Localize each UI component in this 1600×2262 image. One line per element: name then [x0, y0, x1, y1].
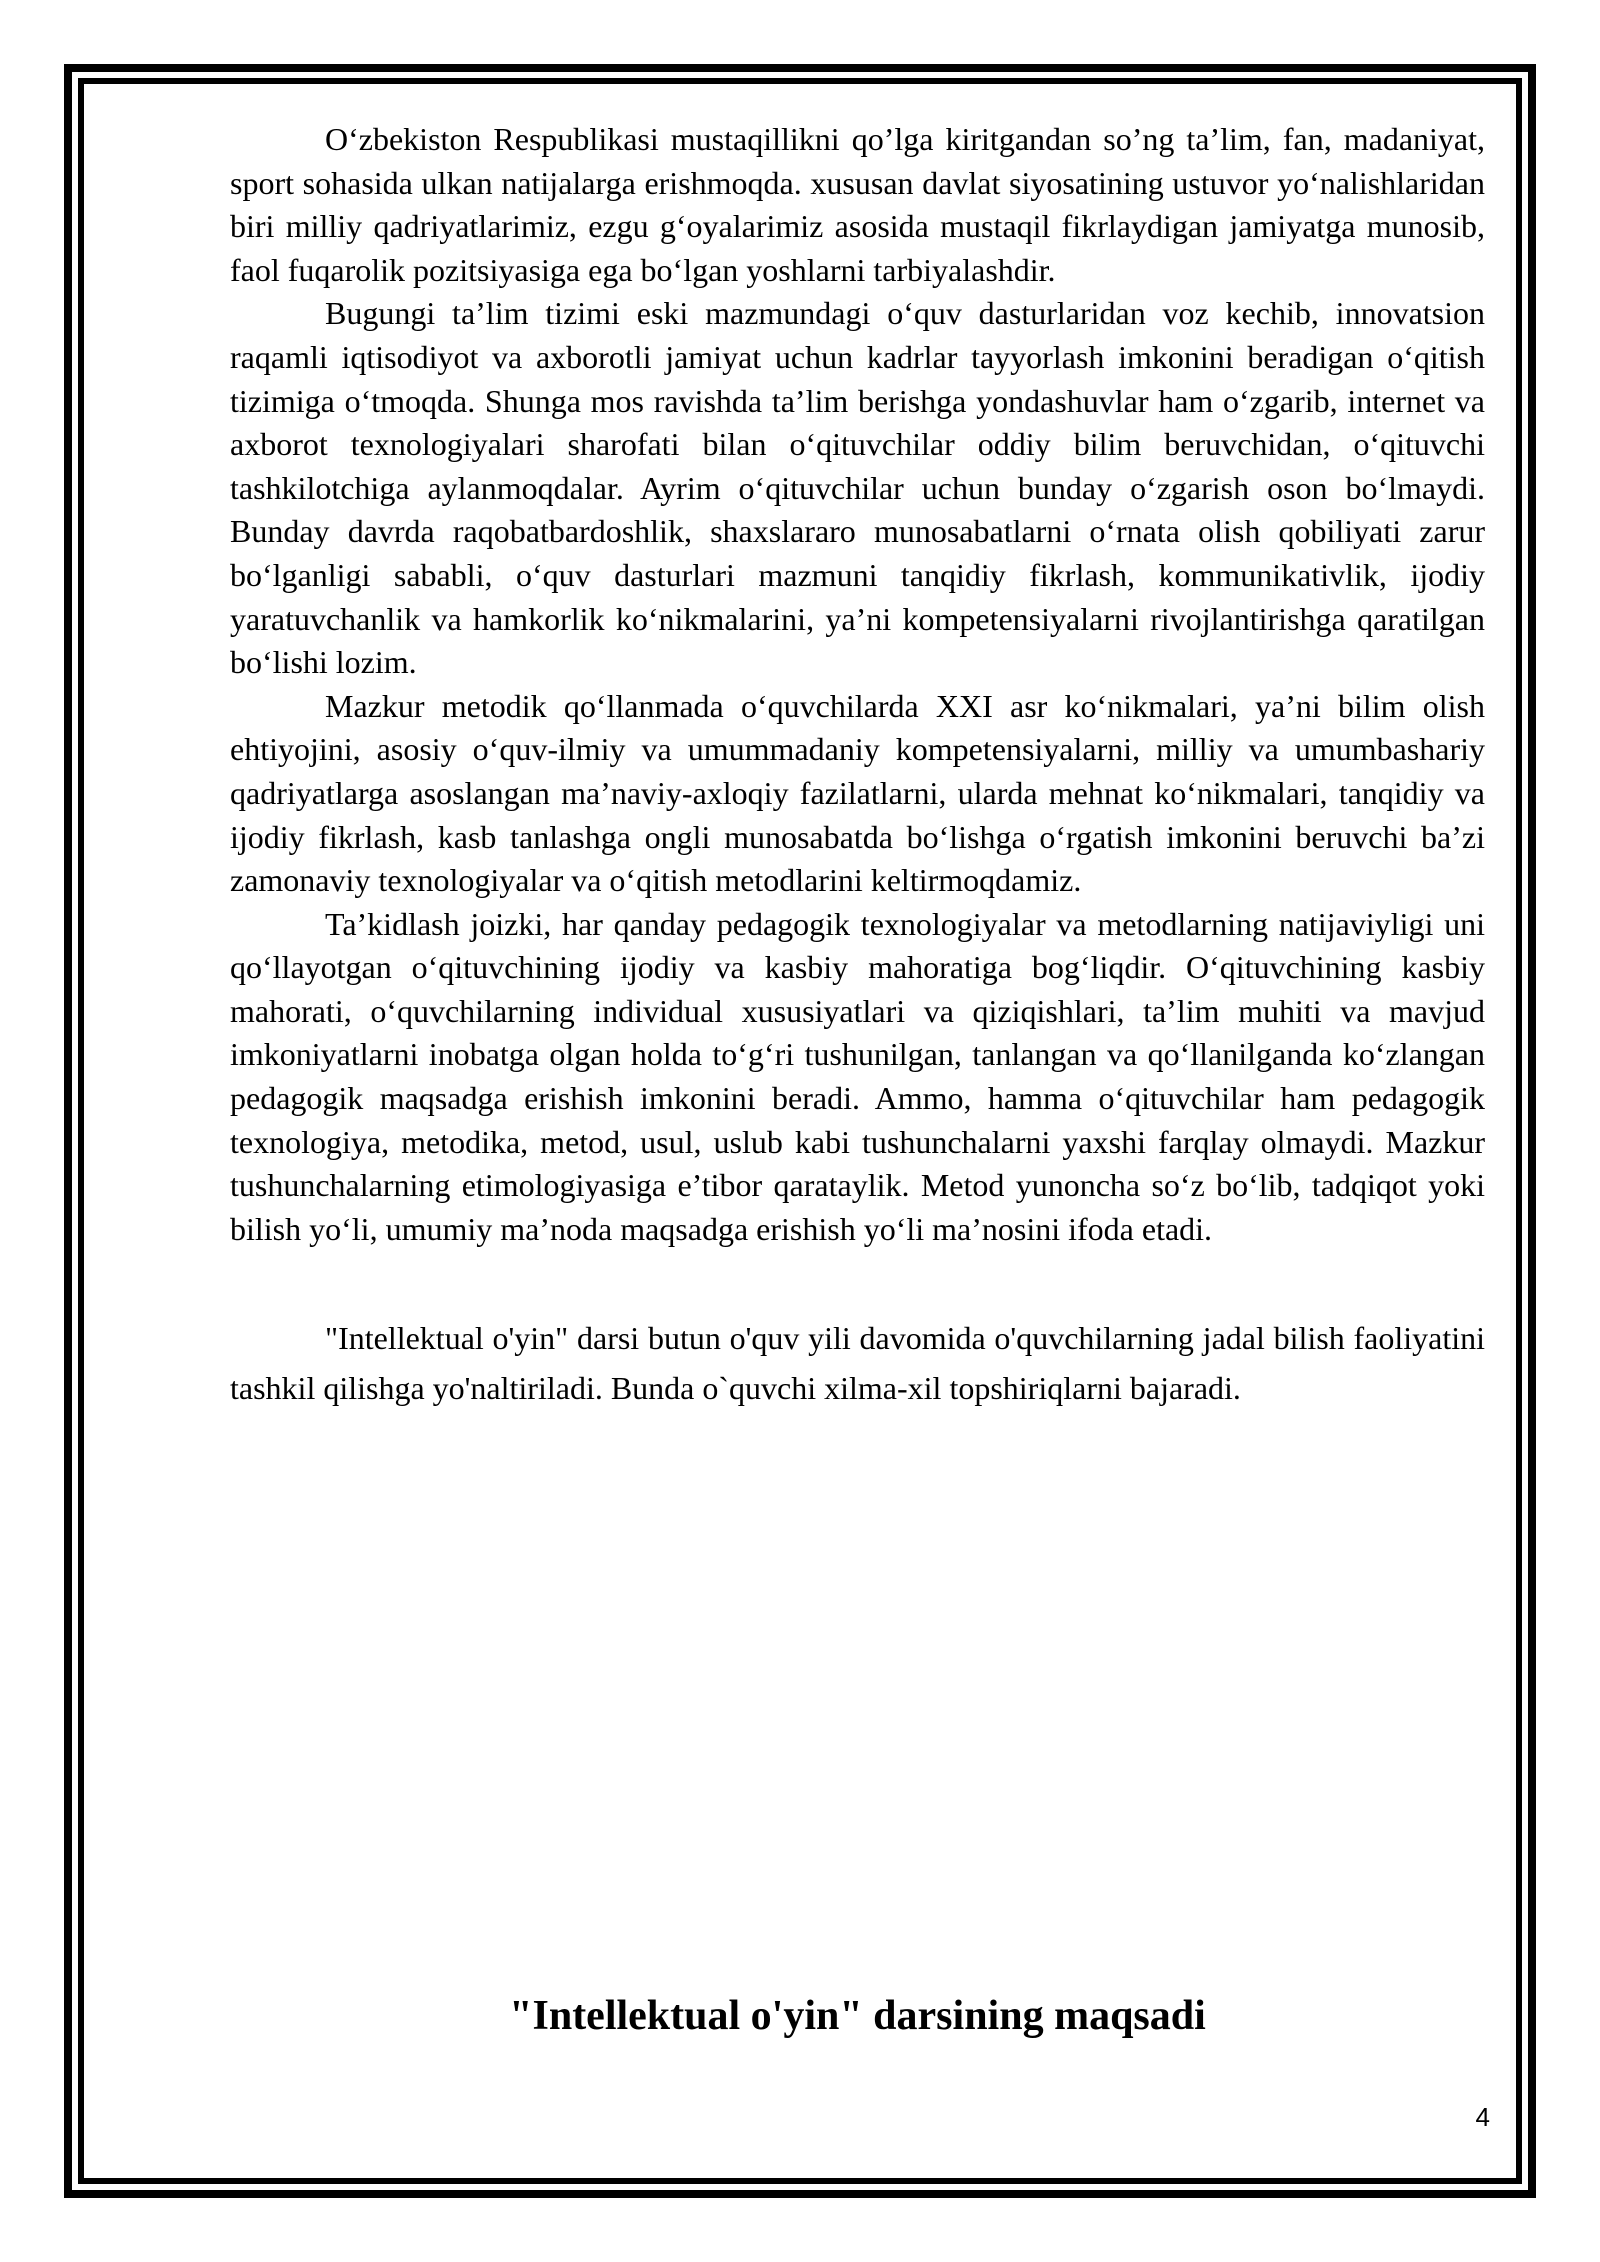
paragraph-education-system: Bugungi ta’lim tizimi eski mazmundagi o‘quv dasturlaridan voz kechib, innovatsion raqamli iqtisodiyot va axborotli jamiyat uchun kadrlar tayyorlash imkonini beradigan o‘qitish tizimiga o‘tmoqda. Shunga mos ravishda ta’lim berishga yondashuvlar ham o‘zgarib, internet va axborot texnologiyalari sharofati bilan o‘qituvchilar oddiy bilim beruvchidan, o‘qituvchi tashkilotchiga aylanmoqdalar. Ayrim o‘qituvchilar uchun bunday o‘zgarish oson bo‘lmaydi. Bunday davrda raqobatbardoshlik, shaxslararo munosabatlarni o‘rnata olish qobiliyati zarur bo‘lganligi sababli, o‘quv dasturlari mazmuni tanqidiy fikrlash, kommunikativlik, ijodiy yaratuvchanlik va hamkorlik ko‘nikmalarini, ya’ni kompetensiyalarni rivojlantirishga qaratilgan bo‘lishi lozim.: [230, 295, 1485, 681]
page-body: [230, 118, 1485, 1413]
paragraph-spacer: [230, 1251, 1485, 1313]
paragraph-methodical-guide: Mazkur metodik qo‘llanmada o‘quvchilarda XXI asr ko‘nikmalari, ya’ni bilim olish ehtiyojini, asosiy o‘quv-ilmiy va umummadaniy kompetensiyalarni, milliy va umumbashariy qadriyatlarga asoslangan ma’naviy-axloqiy fazilatlarni, ularda mehnat ko‘nikmalari, tanqidiy va ijodiy fikrlash, kasb tanlashga ongli munosabatda bo‘lishga o‘rgatish imkonini beruvchi ba’zi zamonaviy texnologiyalar va o‘qitish metodlarini keltirmoqdamiz.: [230, 687, 1485, 899]
paragraph-pedagogical-technologies: Ta’kidlash joizki, har qanday pedagogik texnologiyalar va metodlarning natijaviyligi uni qo‘llayotgan o‘qituvchining ijodiy va kasbiy mahoratiga bog‘liqdir. O‘qituvchining kasbiy mahorati, o‘quvchilarning individual xususiyatlari va qiziqishlari, ta’lim muhiti va mavjud imkoniyatlarni inobatga olgan holda to‘g‘ri tushunilgan, tanlangan va qo‘llanilganda ko‘zlangan pedagogik maqsadga erishish imkonini beradi. Ammo, hamma o‘qituvchilar ham pedagogik texnologiya, metodika, metod, usul, uslub kabi tushunchalarni yaxshi farqlay olmaydi. Mazkur tushunchalarning etimologiyasiga e’tibor qarataylik. Metod yunoncha so‘z bo‘lib, tadqiqot yoki bilish yo‘li, umumiy ma’noda maqsadga erishish yo‘li ma’nosini ifoda etadi.: [230, 905, 1485, 1247]
page-number: 4: [1475, 2102, 1490, 2132]
paragraph-intellectual-game: "Intellektual o'yin" darsi butun o'quv yili davomida o'quvchilarning jadal bilish faoliyatini tashkil qilishga yo'naltiriladi. Bunda o`quvchi xilma-xil topshiriqlarni bajaradi.: [230, 1320, 1485, 1407]
paragraph-independence: O‘zbekiston Respublikasi mustaqillikni qo’lga kiritgandan so’ng ta’lim, fan, madaniyat, sport sohasida ulkan natijalarga erishmoqda. xususan davlat siyosatining ustuvor yo‘nalishlaridan biri milliy qadriyatlarimiz, ezgu g‘oyalarimiz asosida mustaqil fikrlaydigan jamiyatga munosib, faol fuqarolik pozitsiyasiga ega bo‘lgan yoshlarni tarbiyalashdir.: [230, 121, 1485, 288]
section-heading: "Intellektual o'yin" darsining maqsadi: [509, 1993, 1206, 2039]
